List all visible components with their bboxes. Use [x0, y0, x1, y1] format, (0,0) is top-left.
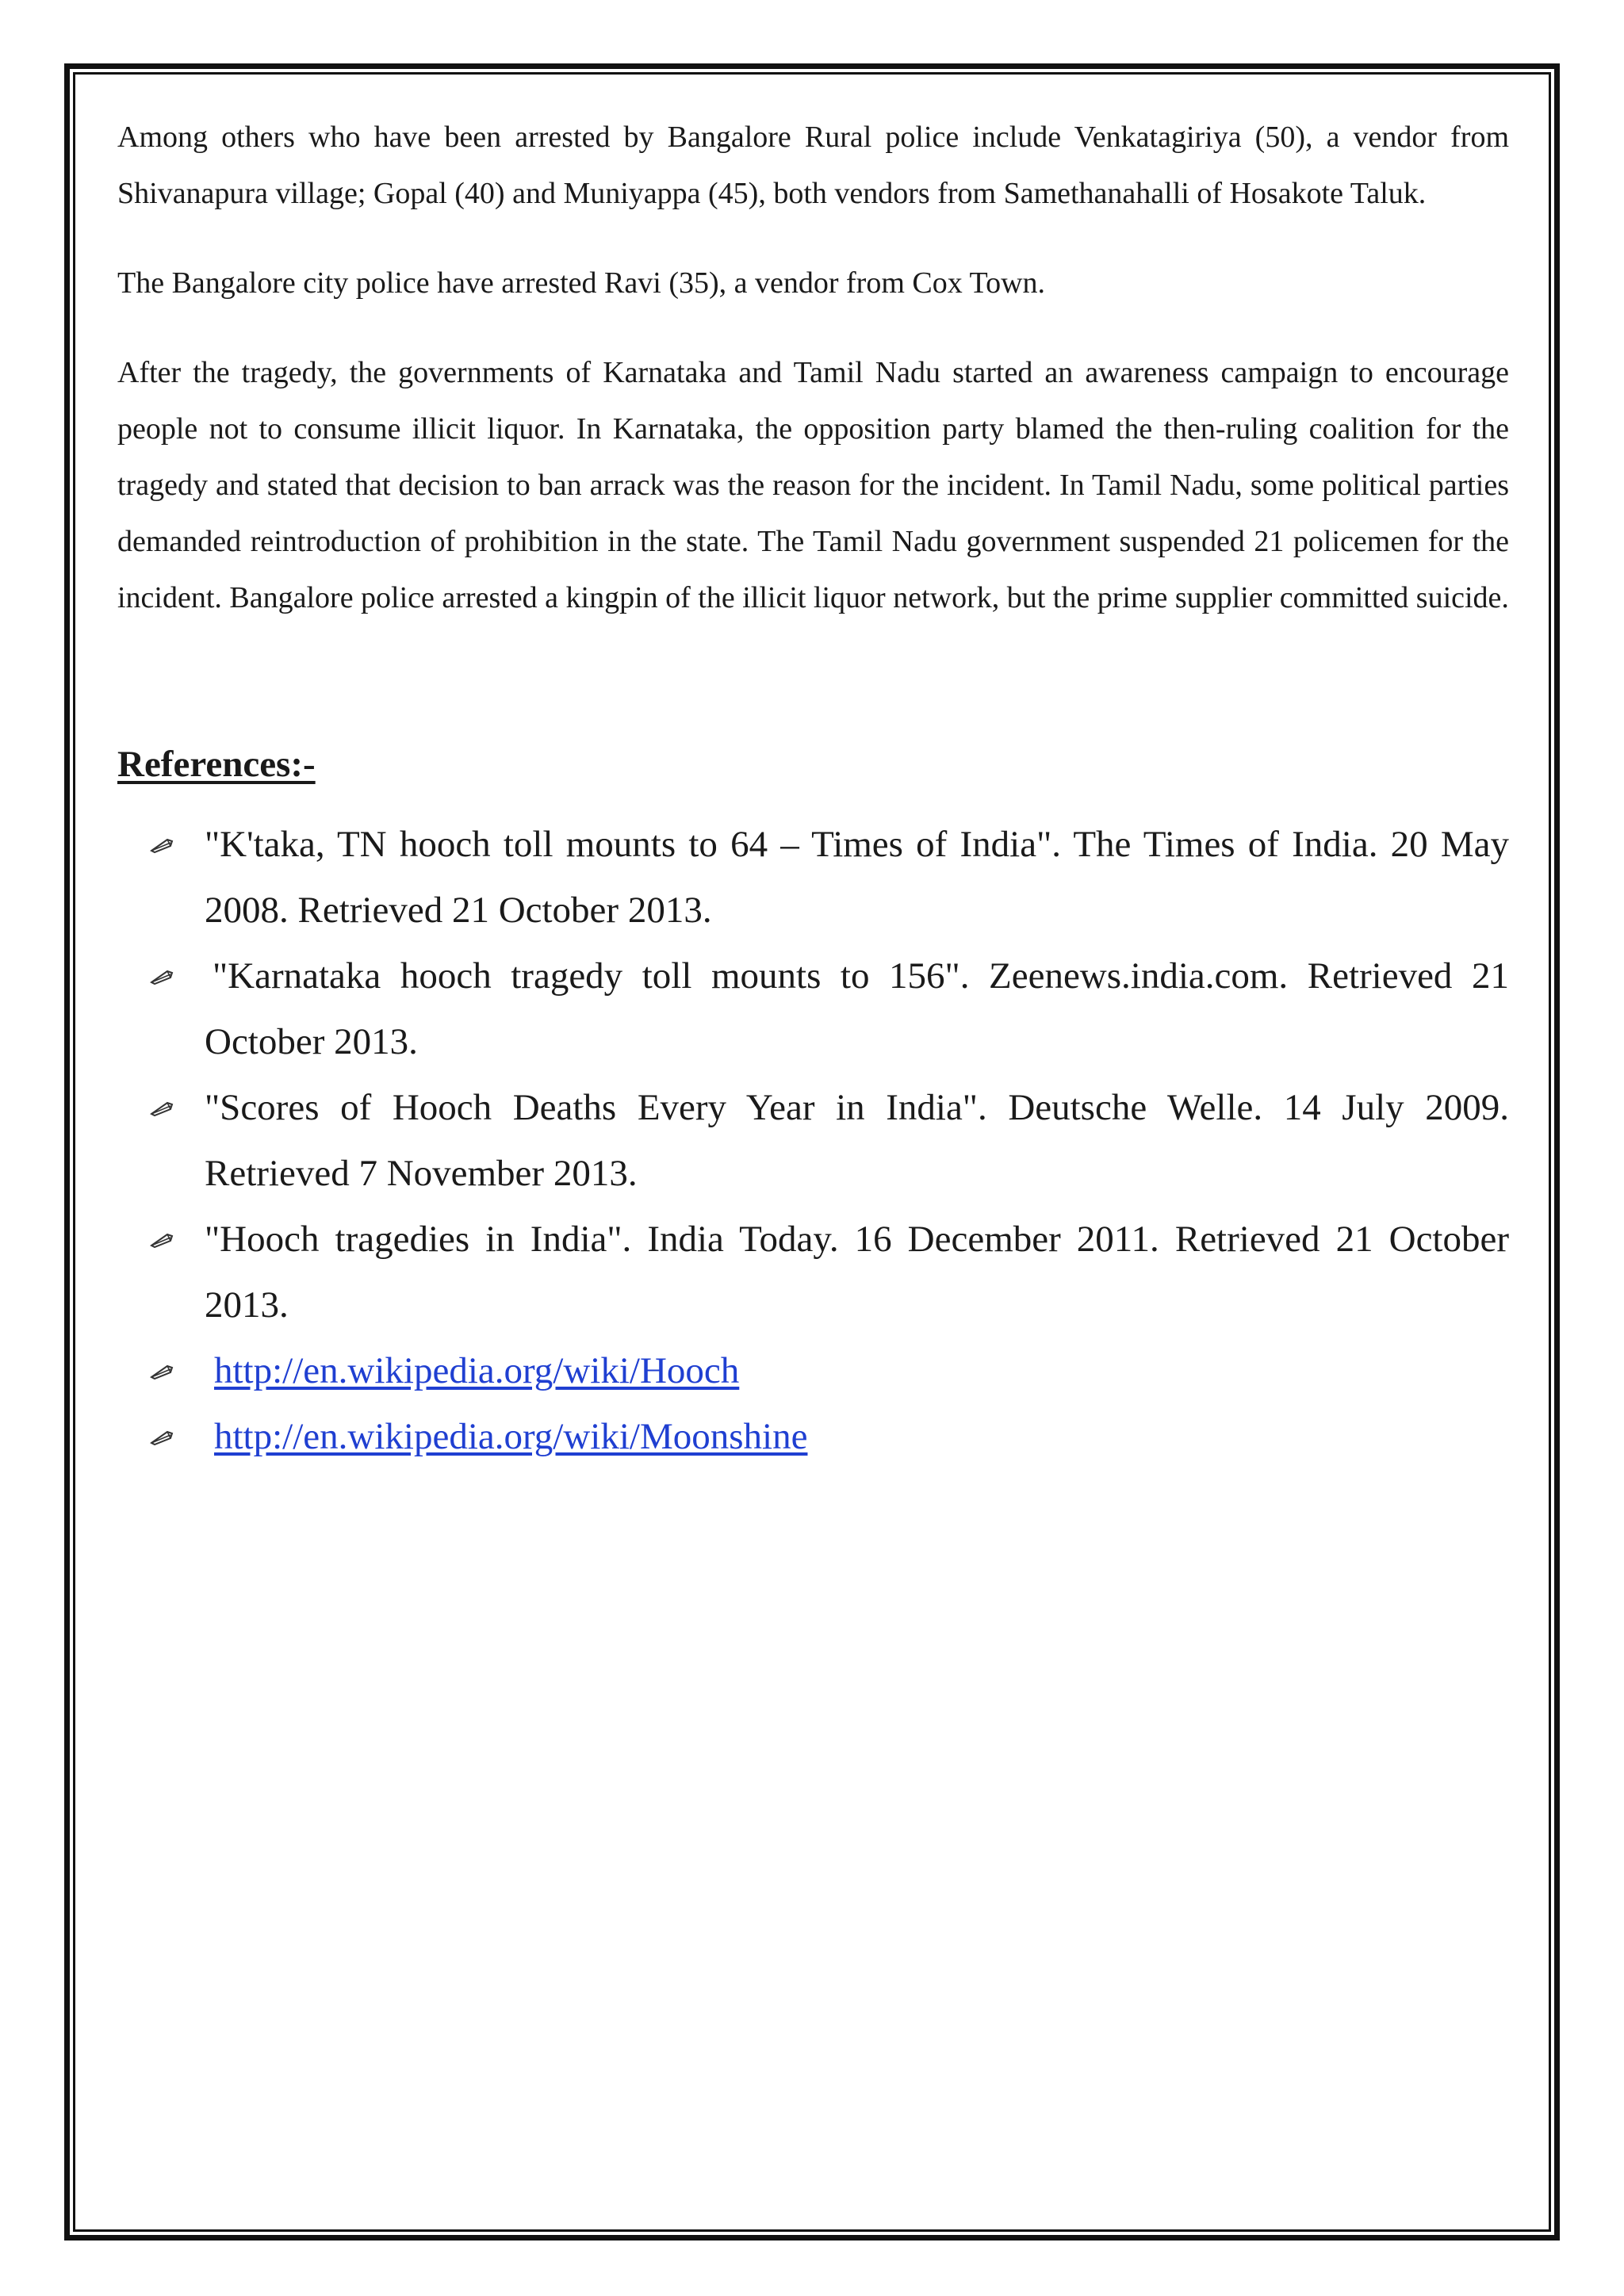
reference-link-wrap: [205, 1350, 739, 1391]
pen-nib-bullet-icon: [147, 1207, 176, 1272]
reference-text: "K'taka, TN hooch toll mounts to 64 – Times of India". The Times of India. 20 May 2008. Retrieved 21 October 2013.: [205, 824, 1509, 931]
references-list: [117, 812, 1509, 1470]
link-wikipedia-hooch[interactable]: http://en.wikipedia.org/wiki/Hooch: [214, 1350, 740, 1391]
pen-nib-bullet-icon: [147, 1404, 176, 1470]
reference-link-wrap: [205, 1416, 807, 1457]
references-heading: References:-: [117, 744, 316, 785]
reference-item: [117, 943, 1509, 1075]
reference-link-item: [117, 1338, 1509, 1404]
pen-nib-bullet-icon: [147, 943, 176, 1009]
pen-nib-bullet-icon: [147, 812, 176, 878]
reference-text: "Hooch tragedies in India". India Today. 16 December 2011. Retrieved 21 October 2013.: [205, 1219, 1509, 1326]
paragraph-aftermath: After the tragedy, the governments of Karnataka and Tamil Nadu started an awareness campaign to encourage people not to consume illicit liquor. In Karnataka, the opposition party blamed the then-ruling coalition for the tragedy and stated that decision to ban arrack was the reason for the incident. In Tamil Nadu, some political parties demanded reintroduction of prohibition in the state. The Tamil Nadu government suspended 21 policemen for the incident. Bangalore police arrested a kingpin of the illicit liquor network, but the prime supplier committed suicide.: [117, 356, 1509, 614]
reference-link-item: [117, 1404, 1509, 1470]
pen-nib-bullet-icon: [147, 1075, 176, 1141]
reference-text: "Scores of Hooch Deaths Every Year in India". Deutsche Welle. 14 July 2009. Retrieved 7 November 2013.: [205, 1087, 1509, 1194]
paragraph-arrests-rural: Among others who have been arrested by Bangalore Rural police include Venkatagiriya (50), a vendor from Shivanapura village; Gopal (40) and Muniyappa (45), both vendors from Samethanahalli of Hosakote Taluk.: [117, 121, 1509, 210]
paragraph-arrests-city: The Bangalore city police have arrested Ravi (35), a vendor from Cox Town.: [117, 266, 1046, 300]
reference-text: "Karnataka hooch tragedy toll mounts to 156". Zeenews.india.com. Retrieved 21 October 2013.: [205, 955, 1509, 1062]
page-content: [117, 109, 1509, 1470]
reference-item: [117, 1075, 1509, 1207]
link-wikipedia-moonshine[interactable]: http://en.wikipedia.org/wiki/Moonshine: [214, 1416, 808, 1457]
reference-item: [117, 1207, 1509, 1338]
reference-item: [117, 812, 1509, 943]
pen-nib-bullet-icon: [147, 1338, 176, 1404]
